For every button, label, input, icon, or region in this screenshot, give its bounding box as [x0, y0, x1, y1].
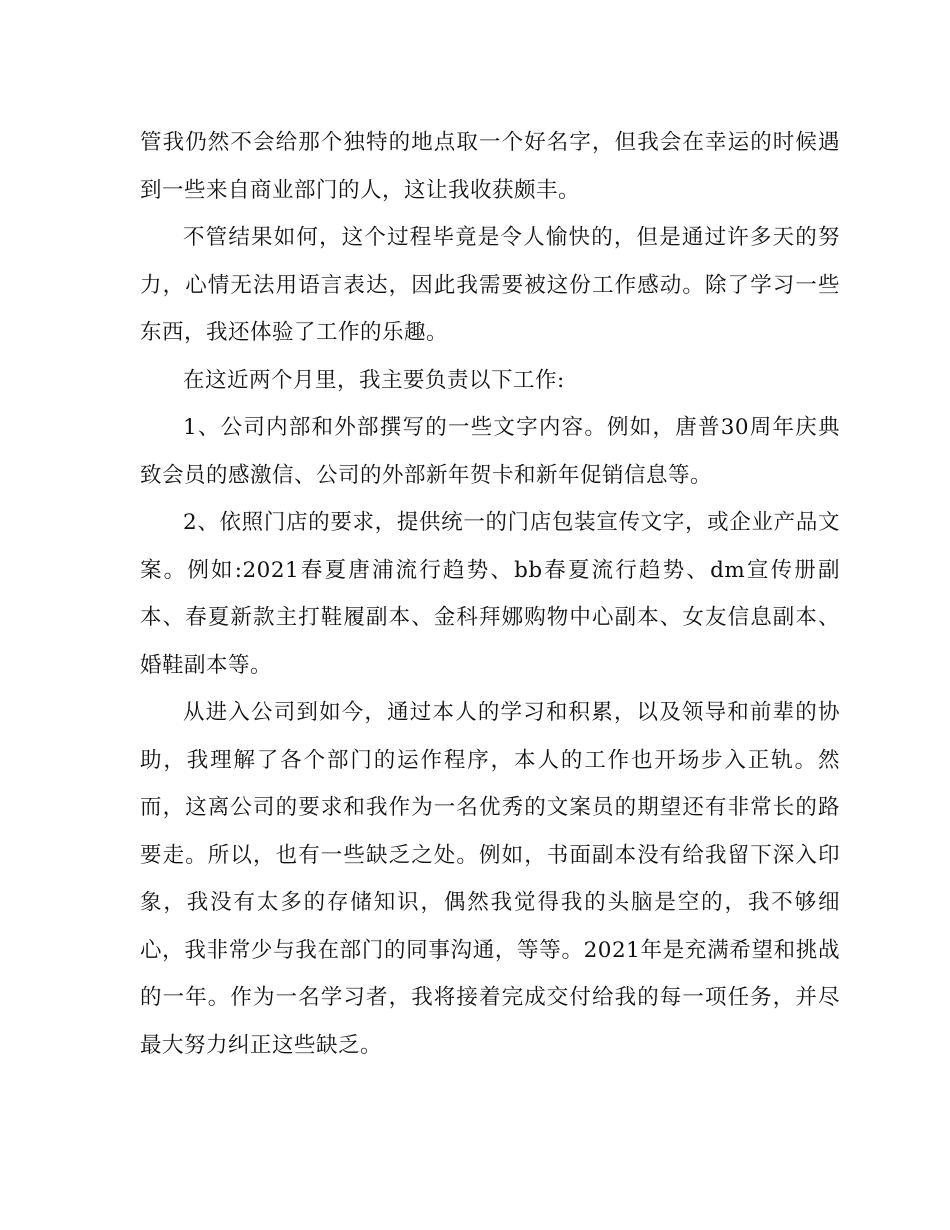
- paragraph-continuation: 管我仍然不会给那个独特的地点取一个好名字，但我会在幸运的时候遇到一些来自商业部门的人，这让我收获颇丰。: [140, 130, 840, 203]
- paragraph-summary: 从进入公司到如今，通过本人的学习和积累，以及领导和前辈的协助，我理解了各个部门的运作程序，本人的工作也开场步入正轨。然而，这离公司的要求和我作为一名优秀的文案员的期望还有非常长的路要走。所以，也有一些缺乏之处。例如，书面副本没有给我留下深入印象，我没有太多的存储知识，偶然我觉得我的头脑是空的，我不够细心，我非常少与我在部门的同事沟通，等等。2021年是充满希望和挑战的一年。作为一名学习者，我将接着完成交付给我的每一项任务，并尽最大努力纠正这些缺乏。: [140, 700, 840, 1058]
- document-body: [140, 119, 840, 1069]
- paragraph-reflection: 不管结果如何，这个过程毕竟是令人愉快的，但是通过许多天的努力，心情无法用语言表达，因此我需要被这份工作感动。除了学习一些东西，我还体验了工作的乐趣。: [140, 225, 840, 345]
- paragraph-duties-intro: 在这近两个月里，我主要负责以下工作:: [183, 367, 565, 393]
- paragraph-duty-1: 1、公司内部和外部撰写的一些文字内容。例如，唐普30周年庆典致会员的感激信、公司的外部新年贺卡和新年促销信息等。: [140, 415, 840, 488]
- paragraph-duty-2: 2、依照门店的要求，提供统一的门店包装宣传文字，或企业产品文案。例如:2021春夏唐浦流行趋势、bb春夏流行趋势、dm宣传册副本、春夏新款主打鞋履副本、金科拜娜购物中心副本、女友信息副本、婚鞋副本等。: [140, 510, 840, 678]
